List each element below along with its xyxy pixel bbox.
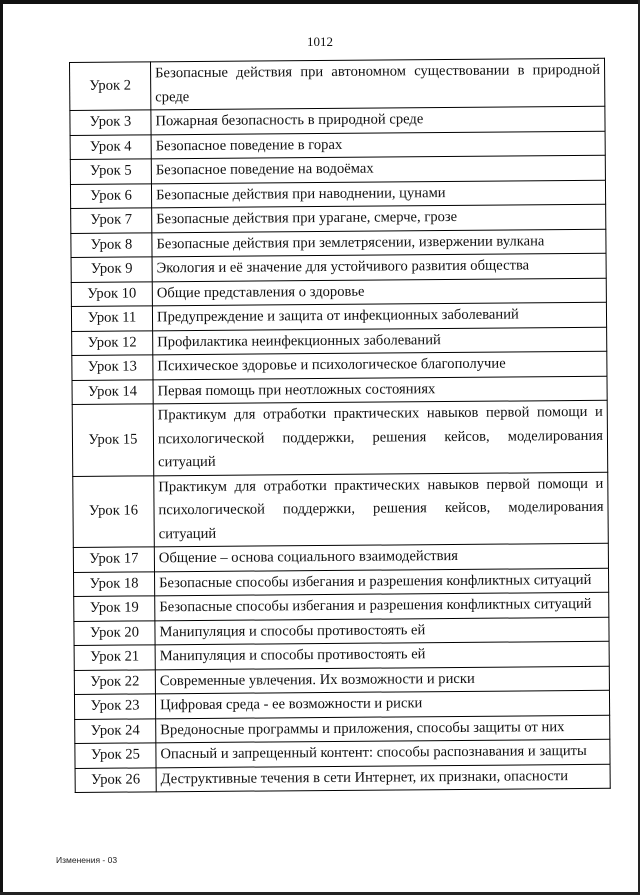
lesson-number: Урок 18	[74, 571, 155, 596]
lessons-table-body	[70, 58, 611, 792]
lesson-topic: Общие представления о здоровье	[152, 278, 606, 306]
lesson-row	[74, 568, 609, 597]
lesson-number: Урок 17	[73, 547, 154, 572]
lesson-row	[71, 229, 606, 258]
lesson-topic: Предупреждение и защита от инфекционных заболеваний	[152, 302, 606, 330]
lesson-number: Урок 11	[71, 306, 152, 331]
scan-border-top	[0, 0, 640, 4]
lesson-topic: Безопасные действия при урагане, смерче, грозе	[152, 204, 606, 232]
lesson-number: Урок 25	[75, 743, 156, 768]
lesson-topic: Безопасное поведение в горах	[151, 131, 605, 159]
lesson-topic: Безопасные способы избегания и разрешения конфликтных ситуаций	[155, 592, 609, 620]
lesson-number: Урок 12	[72, 330, 153, 355]
lesson-row	[72, 400, 608, 476]
lesson-row	[71, 253, 606, 282]
lesson-number: Урок 21	[74, 645, 155, 670]
lesson-topic: Современные увлечения. Их возможности и риски	[155, 666, 609, 694]
lesson-topic: Пожарная безопасность в природной среде	[151, 106, 605, 134]
lessons-table	[69, 58, 611, 793]
lesson-number: Урок 8	[71, 232, 152, 257]
lesson-topic: Безопасные действия при автономном существовании в природной среде	[151, 58, 605, 110]
lesson-topic: Вредоносные программы и приложения, способы защиты от них	[156, 715, 610, 743]
lesson-number: Урок 26	[75, 767, 156, 792]
lesson-number: Урок 13	[72, 355, 153, 380]
lesson-number: Урок 24	[75, 718, 156, 743]
lesson-number: Урок 9	[71, 257, 152, 282]
scan-border-left	[0, 0, 3, 895]
lesson-number: Урок 15	[72, 404, 154, 476]
revision-note: Изменения - 03	[56, 855, 118, 865]
page-number: 1012	[307, 34, 333, 49]
lesson-topic: Психическое здоровье и психологическое благополучие	[153, 351, 607, 379]
lesson-number: Урок 16	[73, 475, 155, 547]
lesson-topic: Практикум для отработки практических навыков первой помощи и психологической поддержки, решения кейсов, моделирования ситуаций	[153, 400, 608, 475]
lesson-row	[75, 715, 610, 744]
lesson-topic: Безопасные действия при наводнении, цунами	[151, 180, 605, 208]
lesson-topic: Опасный и запрещенный контент: способы распознавания и защиты	[156, 739, 610, 767]
lesson-number: Урок 6	[70, 183, 151, 208]
lesson-topic: Безопасное поведение на водоёмах	[151, 155, 605, 183]
lesson-number: Урок 23	[74, 694, 155, 719]
lesson-number: Урок 19	[74, 596, 155, 621]
lesson-topic: Деструктивные течения в сети Интернет, их признаки, опасности	[156, 764, 610, 792]
lesson-number: Урок 7	[71, 208, 152, 233]
lesson-number: Урок 22	[74, 669, 155, 694]
lesson-topic: Манипуляция и способы противостоять ей	[155, 641, 609, 669]
lesson-number: Урок 14	[72, 379, 153, 404]
lesson-topic: Цифровая среда - ее возможности и риски	[155, 690, 609, 718]
lesson-number: Урок 2	[70, 62, 151, 111]
lesson-topic: Общение – основа социального взаимодействия	[154, 543, 608, 571]
lesson-number: Урок 5	[70, 159, 151, 184]
lesson-row	[73, 472, 609, 548]
lesson-row	[74, 592, 609, 621]
lesson-row	[75, 764, 610, 793]
lesson-number: Урок 3	[70, 110, 151, 135]
lesson-topic: Практикум для отработки практических навыков первой помощи и психологической поддержки, решения кейсов, моделирования ситуаций	[154, 472, 609, 547]
lesson-topic: Экология и её значение для устойчивого развития общества	[152, 253, 606, 281]
lesson-row	[70, 58, 605, 110]
lesson-number: Урок 4	[70, 134, 151, 159]
lesson-topic: Первая помощь при неотложных состояниях	[153, 376, 607, 404]
lesson-topic: Безопасные действия при землетрясении, извержении вулкана	[152, 229, 606, 257]
lesson-row	[75, 739, 610, 768]
lesson-topic: Манипуляция и способы противостоять ей	[155, 617, 609, 645]
lesson-number: Урок 20	[74, 620, 155, 645]
lesson-topic: Профилактика неинфекционных заболеваний	[153, 327, 607, 355]
lesson-number: Урок 10	[71, 281, 152, 306]
lesson-topic: Безопасные способы избегания и разрешения конфликтных ситуаций	[155, 568, 609, 596]
